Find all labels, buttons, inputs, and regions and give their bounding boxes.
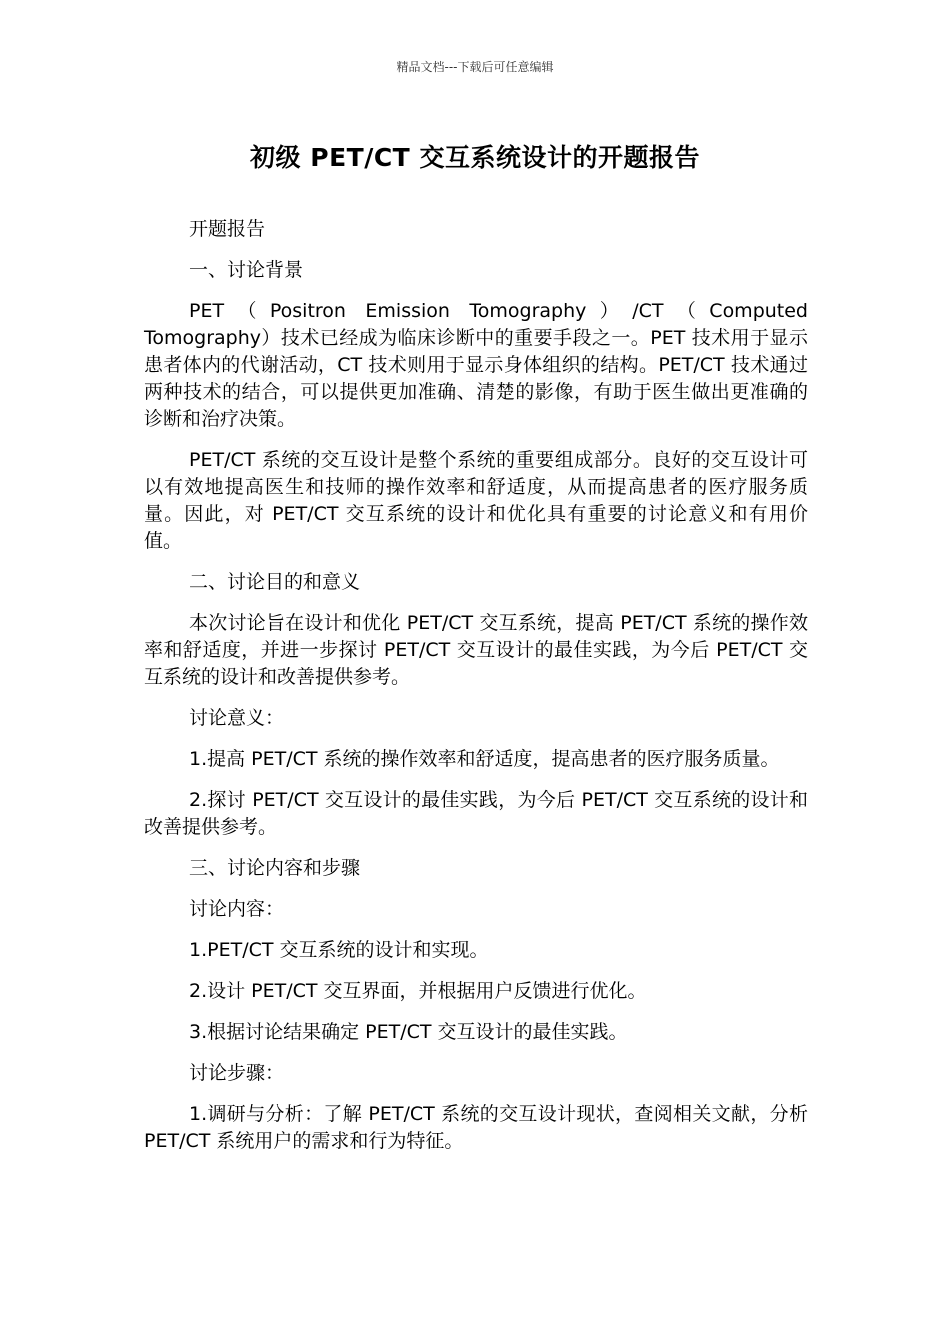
document-title: 初级 PET/CT 交互系统设计的开题报告 (250, 143, 700, 172)
paragraph-report-label: 开题报告 (189, 218, 266, 240)
document-body (144, 216, 808, 1169)
paragraph-purpose: 本次讨论旨在设计和优化 PET/CT 交互系统，提高 PET/CT 系统的操作效率和舒适度，并进一步探讨 PET/CT 交互设计的最佳实践，为今后 PET/CT 交互系统的设计和改善提供参考。 (144, 612, 808, 688)
list-item-significance-1: 1.提高 PET/CT 系统的操作效率和舒适度，提高患者的医疗服务质量。 (189, 748, 780, 770)
label-significance: 讨论意义： (189, 707, 285, 729)
list-item-step-1: 1.调研与分析：了解 PET/CT 系统的交互设计现状，查阅相关文献，分析 PET/CT 系统用户的需求和行为特征。 (144, 1103, 808, 1152)
header-note: 精品文档---下载后可任意编辑 (396, 60, 554, 74)
paragraph-background-1: PET（Positron Emission Tomography）/CT（Computed Tomography）技术已经成为临床诊断中的重要手段之一。PET 技术用于显示患者体内的代谢活动，CT 技术则用于显示身体组织的结构。PET/CT 技术通过两种技术的结合，可以提供更加准确、清楚的影像，有助于医生做出更准确的诊断和治疗决策。 (144, 300, 808, 430)
list-item-content-3: 3.根据讨论结果确定 PET/CT 交互设计的最佳实践。 (189, 1021, 628, 1043)
list-item-significance-2: 2.探讨 PET/CT 交互设计的最佳实践，为今后 PET/CT 交互系统的设计和改善提供参考。 (144, 789, 808, 838)
heading-purpose: 二、讨论目的和意义 (189, 571, 361, 593)
label-steps: 讨论步骤： (189, 1062, 285, 1084)
paragraph-background-2: PET/CT 系统的交互设计是整个系统的重要组成部分。良好的交互设计可以有效地提高医生和技师的操作效率和舒适度，从而提高患者的医疗服务质量。因此，对 PET/CT 交互系统的设计和优化具有重要的讨论意义和有用价值。 (144, 449, 808, 552)
heading-content-steps: 三、讨论内容和步骤 (189, 857, 361, 879)
list-item-content-1: 1.PET/CT 交互系统的设计和实现。 (189, 939, 489, 961)
list-item-content-2: 2.设计 PET/CT 交互界面，并根据用户反馈进行优化。 (189, 980, 647, 1002)
heading-background: 一、讨论背景 (189, 259, 304, 281)
label-content: 讨论内容： (189, 898, 285, 920)
